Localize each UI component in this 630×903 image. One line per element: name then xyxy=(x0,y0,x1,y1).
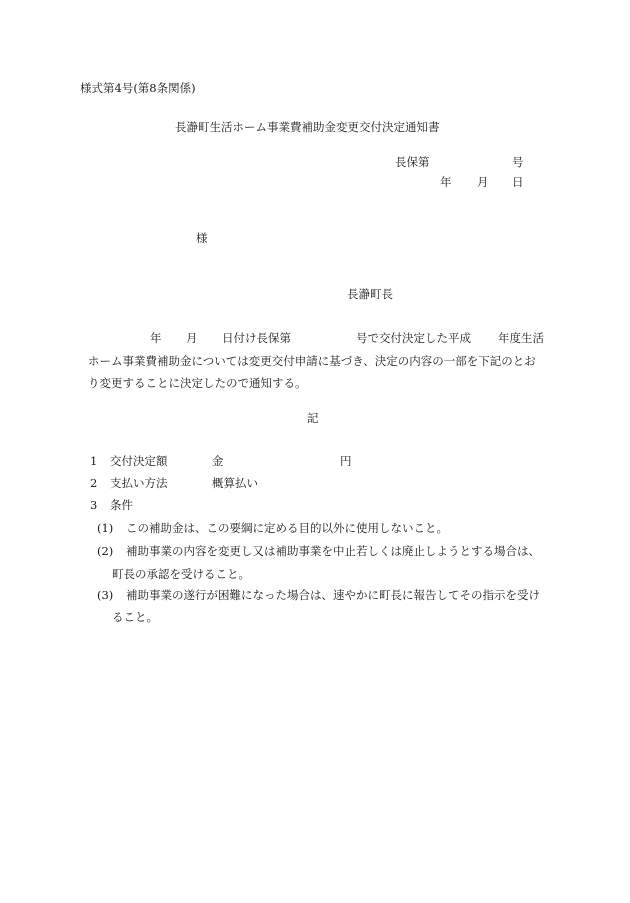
item-2-label: 支払い方法 xyxy=(110,476,168,490)
form-label: 様式第4号(第8条関係) xyxy=(80,81,196,95)
item-3-number: 3 xyxy=(90,498,98,512)
document-title: 長瀞町生活ホーム事業費補助金変更交付決定通知書 xyxy=(175,120,440,134)
condition-3-number: (3) xyxy=(97,588,114,602)
body-line-2: ホーム事業費補助金については変更交付申請に基づき、決定の内容の一部を下記のとお xyxy=(88,354,536,368)
condition-2-text-cont: 町長の承認を受けること。 xyxy=(112,567,250,581)
condition-2-text: 補助事業の内容を変更し又は補助事業を中止若しくは廃止しようとする場合は、 xyxy=(126,544,540,558)
condition-2-number: (2) xyxy=(97,544,114,558)
body-line-3: り変更することに決定したので通知する。 xyxy=(88,376,307,390)
ki-marker: 記 xyxy=(307,411,319,425)
condition-3-text: 補助事業の遂行が困難になった場合は、速やかに町長に報告してその指示を受け xyxy=(126,588,540,602)
date-year: 年 xyxy=(440,175,452,189)
recipient-suffix: 様 xyxy=(196,231,208,245)
condition-1-text: この補助金は、この要綱に定める目的以外に使用しないこと。 xyxy=(126,521,448,535)
condition-1-number: (1) xyxy=(97,521,114,535)
doc-number-suffix: 号 xyxy=(512,155,524,169)
item-1-number: 1 xyxy=(90,454,98,468)
item-3-label: 条件 xyxy=(110,498,133,512)
item-2-number: 2 xyxy=(90,476,98,490)
body-month: 月 xyxy=(186,331,198,345)
doc-number-prefix: 長保第 xyxy=(395,155,430,169)
item-1-value-suffix: 円 xyxy=(340,454,352,468)
body-fiscal-year: 年度生活 xyxy=(498,331,544,345)
item-1-value-prefix: 金 xyxy=(212,454,224,468)
date-month: 月 xyxy=(477,175,489,189)
body-number-suffix: 号で交付決定した平成 xyxy=(356,331,471,345)
issuer: 長瀞町長 xyxy=(347,287,393,301)
body-day-prefix: 日付け長保第 xyxy=(222,331,291,345)
condition-3-text-cont: ること。 xyxy=(112,610,158,624)
date-day: 日 xyxy=(512,175,524,189)
item-1-label: 交付決定額 xyxy=(110,454,168,468)
item-2-value: 概算払い xyxy=(212,476,258,490)
body-year: 年 xyxy=(150,331,162,345)
